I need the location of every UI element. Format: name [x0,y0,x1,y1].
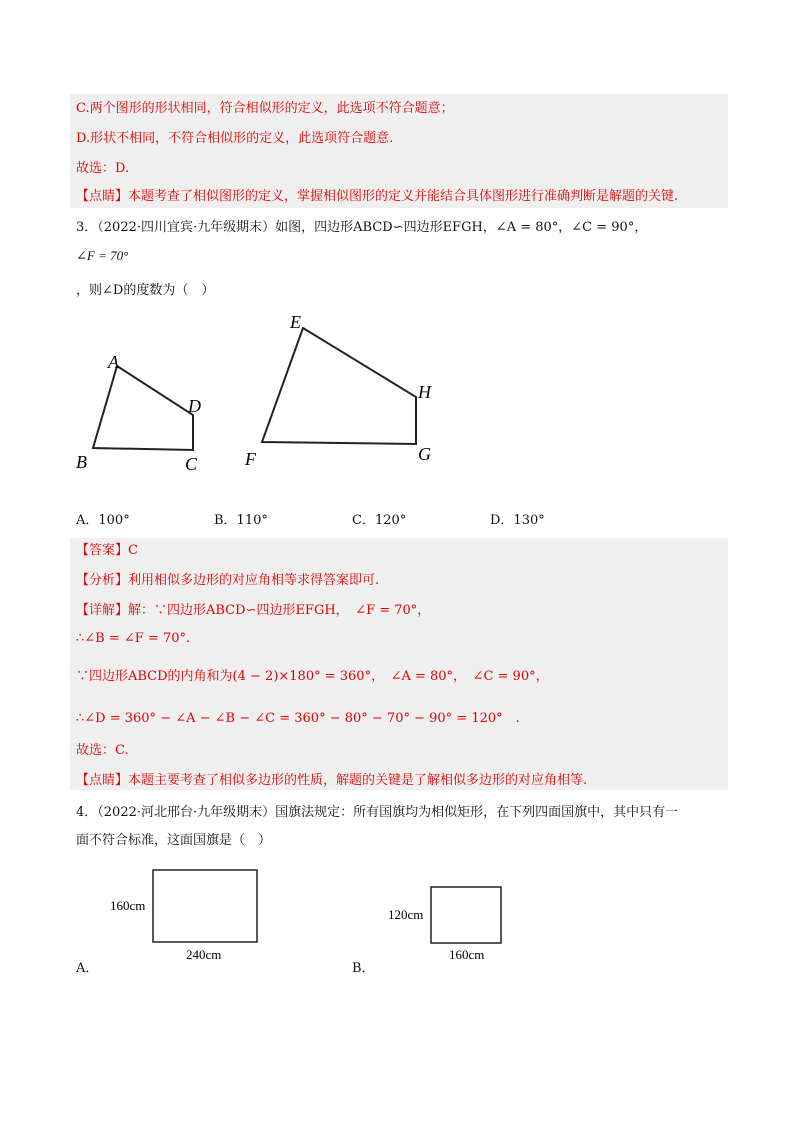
label-b: B [76,452,87,472]
q3-stem-angle-f: ∠F = 70° [76,248,129,263]
q3-option-b[interactable]: B．110° [214,513,268,528]
label-h: H [418,382,431,402]
q4-option-a[interactable]: A． [76,961,99,976]
q3-question: ，则∠D的度数为（ ） [76,283,215,298]
q3-detail-4: ∴∠D = 360° − ∠A − ∠B − ∠C = 360° − 80° − 70° − 90° = 120° . [76,711,520,726]
flag-a-width-label: 240cm [186,947,222,962]
prev-solution-comment: 【点睛】本题考查了相似图形的定义，掌握相似图形的定义并能结合具体图形进行准确判断是解题的关键. [76,189,679,204]
prev-solution-option-c: C.两个图形的形状相同，符合相似形的定义，此选项不符合题意； [76,101,454,116]
q3-option-c[interactable]: C．120° [352,513,407,528]
q4-figures [0,862,800,972]
label-f: F [245,449,256,469]
label-d: D [188,396,201,416]
q3-detail-1: 【详解】解：∵四边形ABCD∽四边形EFGH， ∠F = 70°， [76,603,431,618]
q3-analysis: 【分析】利用相似多边形的对应角相等求得答案即可. [76,573,380,588]
q3-option-a[interactable]: A．100° [76,513,130,528]
q3-choose: 故选：C. [76,743,129,758]
quad-abcd [93,366,193,450]
label-g: G [418,444,431,464]
flag-b-rect [431,887,501,943]
q4-stem-1: 4．（2022·河北邢台·九年级期末）国旗法规定：所有国旗均为相似矩形，在下列四面国旗中，其中只有一 [76,805,679,820]
q3-detail-3: ∵四边形ABCD的内角和为(4 − 2)×180° = 360°， ∠A = 80°， ∠C = 90°， [76,669,549,684]
quad-efgh [262,328,416,444]
q3-option-d[interactable]: D．130° [490,513,545,528]
q3-figure [0,300,800,500]
q3-answer: 【答案】C [76,543,138,558]
q4-stem-2: 面不符合标准，这面国旗是（ ） [76,833,272,848]
label-c: C [185,454,198,474]
flag-a-height-label: 160cm [110,898,146,913]
prev-solution-option-d: D.形状不相同，不符合相似形的定义，此选项符合题意. [76,131,394,146]
prev-solution-choose: 故选：D. [76,161,130,176]
flag-b-height-label: 120cm [388,907,424,922]
q3-stem: 3．（2022·四川宜宾·九年级期末）如图，四边形ABCD∽四边形EFGH，∠A = 80°，∠C = 90°， [76,220,648,235]
label-a: A [108,352,119,372]
q4-option-b[interactable]: B． [352,961,375,976]
q3-detail-2: ∴∠B = ∠F = 70°. [76,631,191,646]
flag-b-width-label: 160cm [449,947,485,962]
flag-a-rect [153,870,257,942]
q3-comment: 【点睛】本题主要考查了相似多边形的性质，解题的关键是了解相似多边形的对应角相等. [76,773,588,788]
label-e: E [290,312,301,332]
